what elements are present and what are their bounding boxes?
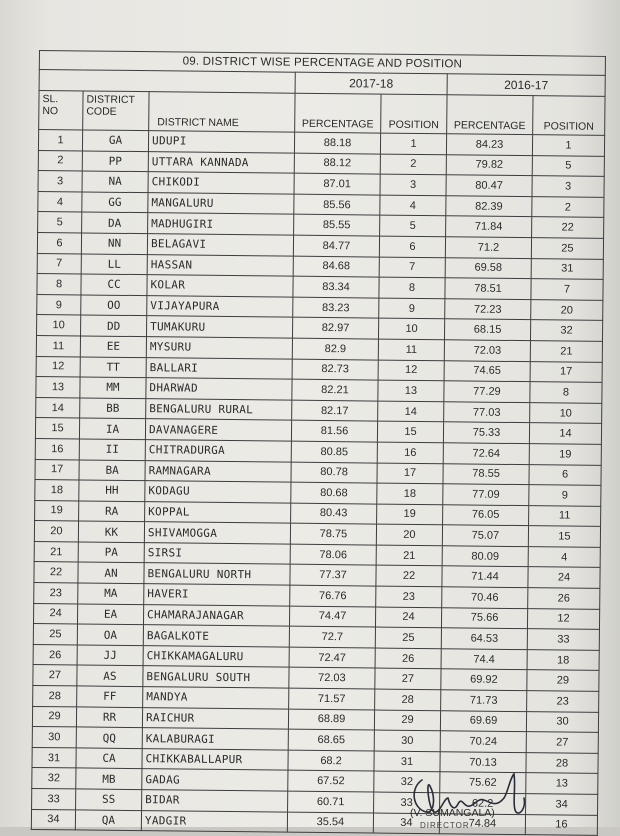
- district-code-cell: OO: [81, 295, 147, 316]
- percentage-2017-18-cell: 68.65: [288, 729, 374, 750]
- percentage-2016-17-header: PERCENTAGE: [447, 95, 533, 135]
- position-2016-17-cell: 16: [525, 814, 597, 835]
- position-2016-17-cell: 13: [526, 773, 598, 794]
- district-name-header: DISTRICT NAME: [149, 92, 295, 133]
- percentage-2016-17-cell: 69.69: [440, 710, 526, 731]
- position-2017-18-cell: 13: [378, 380, 444, 401]
- position-2017-18-cell: 29: [374, 710, 440, 731]
- district-code-cell: NN: [81, 233, 147, 254]
- sl-no-cell: 21: [34, 541, 78, 562]
- district-name-cell: CHAMARAJANAGAR: [143, 604, 289, 626]
- position-2017-18-cell: 26: [375, 648, 441, 669]
- position-2017-18-cell: 20: [376, 524, 442, 545]
- signatory-name: (V. SUMANGALA): [410, 807, 495, 819]
- percentage-2016-17-cell: 77.03: [444, 401, 530, 422]
- sl-no-cell: 19: [35, 500, 79, 521]
- percentage-2017-18-cell: 82.17: [292, 400, 378, 421]
- district-results-table: [31, 50, 606, 836]
- year-2016-17-header: 2016-17: [447, 74, 605, 97]
- position-2017-18-cell: 25: [375, 627, 441, 648]
- sl-no-cell: 9: [37, 294, 81, 315]
- sl-no-cell: 4: [38, 191, 82, 212]
- position-2017-18-cell: 7: [379, 257, 445, 278]
- district-code-cell: OA: [77, 624, 143, 645]
- sl-no-cell: 13: [36, 377, 80, 398]
- percentage-2017-18-cell: 74.47: [289, 606, 375, 627]
- percentage-2016-17-cell: 78.55: [443, 463, 529, 484]
- sl-no-cell: 12: [36, 356, 80, 377]
- percentage-2016-17-cell: 75.07: [442, 525, 528, 546]
- district-code-cell: HH: [79, 480, 145, 501]
- district-name-cell: HASSAN: [147, 254, 293, 276]
- percentage-2016-17-cell: 80.47: [446, 175, 532, 196]
- district-code-cell: QQ: [76, 727, 142, 748]
- percentage-2016-17-cell: 82.39: [446, 196, 532, 217]
- position-2016-17-cell: 28: [526, 752, 598, 773]
- sl-no-cell: 20: [34, 521, 78, 542]
- position-2016-17-cell: 7: [531, 279, 603, 300]
- district-name-cell: RAICHUR: [142, 707, 288, 729]
- district-code-cell: II: [79, 439, 145, 460]
- position-2016-17-cell: 25: [531, 238, 603, 259]
- percentage-2016-17-cell: 72.23: [445, 299, 531, 320]
- percentage-2016-17-cell: 75.66: [441, 607, 527, 628]
- position-2016-17-cell: 9: [529, 485, 601, 506]
- percentage-2017-18-header: PERCENTAGE: [295, 93, 381, 133]
- percentage-2017-18-cell: 88.12: [294, 153, 380, 174]
- percentage-2016-17-cell: 68.15: [444, 319, 530, 340]
- percentage-2016-17-cell: 79.82: [446, 154, 532, 175]
- percentage-2016-17-cell: 72.64: [443, 443, 529, 464]
- position-2017-18-cell: 8: [379, 277, 445, 298]
- district-name-cell: DAVANAGERE: [145, 419, 291, 441]
- sl-no-cell: 24: [33, 603, 77, 624]
- percentage-2017-18-cell: 84.68: [293, 256, 379, 277]
- position-2017-18-cell: 28: [375, 689, 441, 710]
- year-spacer: [39, 70, 295, 94]
- district-name-cell: BALLARI: [146, 357, 292, 379]
- district-name-cell: YADGIR: [141, 810, 287, 832]
- sl-no-cell: 16: [35, 438, 79, 459]
- district-code-cell: IA: [79, 418, 145, 439]
- district-code-cell: CA: [76, 748, 142, 769]
- position-2016-17-cell: 33: [527, 629, 599, 650]
- position-2016-17-cell: 18: [527, 649, 599, 670]
- percentage-2017-18-cell: 82.9: [292, 338, 378, 359]
- district-name-cell: MANDYA: [143, 687, 289, 709]
- district-name-cell: CHIKODI: [148, 172, 294, 194]
- district-code-cell: DA: [82, 212, 148, 233]
- position-2016-17-cell: 4: [528, 547, 600, 568]
- percentage-2017-18-cell: 85.55: [294, 215, 380, 236]
- position-2016-17-cell: 12: [527, 608, 599, 629]
- percentage-2017-18-cell: 82.73: [292, 359, 378, 380]
- position-2017-18-header: POSITION: [381, 94, 447, 134]
- percentage-2017-18-cell: 67.52: [288, 771, 374, 792]
- position-2016-17-cell: 34: [526, 794, 598, 815]
- sl-no-cell: 1: [38, 130, 82, 151]
- position-2016-17-cell: 30: [526, 711, 598, 732]
- sl-no-cell: 15: [35, 418, 79, 439]
- percentage-2017-18-cell: 72.47: [289, 647, 375, 668]
- position-2016-17-cell: 17: [530, 361, 602, 382]
- percentage-2017-18-cell: 72.03: [289, 668, 375, 689]
- percentage-2016-17-cell: 71.44: [442, 566, 528, 587]
- position-2017-18-cell: 11: [378, 339, 444, 360]
- percentage-2017-18-cell: 88.18: [294, 132, 380, 153]
- position-2016-17-cell: 15: [528, 526, 600, 547]
- sl-no-cell: 34: [31, 809, 75, 830]
- district-code-cell: FF: [77, 686, 143, 707]
- district-code-cell: DD: [81, 315, 147, 336]
- percentage-2017-18-cell: 80.85: [291, 441, 377, 462]
- percentage-2017-18-cell: 82.97: [292, 318, 378, 339]
- percentage-2016-17-cell: 71.84: [446, 216, 532, 237]
- position-2017-18-cell: 32: [374, 771, 440, 792]
- district-code-cell: SS: [76, 789, 142, 810]
- position-2017-18-cell: 6: [379, 236, 445, 257]
- position-2016-17-cell: 21: [530, 341, 602, 362]
- district-name-cell: DHARWAD: [146, 378, 292, 400]
- signatory-designation: DIRECTOR: [420, 821, 470, 830]
- position-2016-17-cell: 27: [526, 732, 598, 753]
- district-code-cell: RA: [79, 501, 145, 522]
- district-code-cell: PA: [78, 542, 144, 563]
- position-2017-18-cell: 27: [375, 668, 441, 689]
- percentage-2016-17-cell: 74.65: [444, 360, 530, 381]
- position-2017-18-cell: 24: [375, 607, 441, 628]
- position-2017-18-cell: 23: [376, 586, 442, 607]
- district-name-cell: SIRSI: [144, 543, 290, 565]
- percentage-2016-17-cell: 71.2: [445, 237, 531, 258]
- percentage-2016-17-cell: 76.05: [443, 504, 529, 525]
- percentage-2016-17-cell: 78.51: [445, 278, 531, 299]
- percentage-2017-18-cell: 82.21: [292, 379, 378, 400]
- percentage-2016-17-cell: 64.53: [441, 628, 527, 649]
- district-name-cell: KALABURAGI: [142, 728, 288, 750]
- district-code-cell: AN: [78, 562, 144, 583]
- position-2016-17-cell: 5: [532, 155, 604, 176]
- percentage-2016-17-cell: 75.62: [440, 772, 526, 793]
- percentage-2016-17-cell: 74.4: [441, 649, 527, 670]
- district-name-cell: TUMAKURU: [147, 316, 293, 338]
- position-2017-18-cell: 19: [377, 504, 443, 525]
- district-code-cell: GA: [82, 130, 148, 151]
- sl-no-cell: 7: [37, 253, 81, 274]
- position-2017-18-cell: 15: [377, 421, 443, 442]
- percentage-2016-17-cell: 74.84: [439, 813, 525, 834]
- percentage-2016-17-cell: 71.73: [441, 690, 527, 711]
- sl-no-cell: 3: [38, 171, 82, 192]
- percentage-2016-17-cell: 77.29: [444, 381, 530, 402]
- position-2017-18-cell: 21: [376, 545, 442, 566]
- district-name-cell: KODAGU: [145, 481, 291, 503]
- position-2016-17-cell: 20: [531, 299, 603, 320]
- position-2017-18-cell: 17: [377, 463, 443, 484]
- sl-no-cell: 32: [32, 768, 76, 789]
- percentage-2016-17-cell: 62.2: [440, 793, 526, 814]
- district-code-cell: CC: [81, 274, 147, 295]
- position-2016-17-cell: 3: [532, 176, 604, 197]
- percentage-2017-18-cell: 83.23: [293, 297, 379, 318]
- district-code-cell: MA: [78, 583, 144, 604]
- district-name-cell: BENGALURU RURAL: [146, 398, 292, 420]
- sl-no-cell: 18: [35, 480, 79, 501]
- district-name-cell: RAMNAGARA: [145, 460, 291, 482]
- position-2016-17-cell: 1: [532, 135, 604, 156]
- district-code-cell: EE: [80, 336, 146, 357]
- district-code-cell: QA: [75, 810, 141, 831]
- position-2016-17-cell: 14: [529, 423, 601, 444]
- percentage-2016-17-cell: 80.09: [442, 546, 528, 567]
- position-2017-18-cell: 33: [374, 792, 440, 813]
- position-2017-18-cell: 34: [373, 813, 439, 834]
- district-name-cell: UTTARA KANNADA: [148, 151, 294, 173]
- percentage-2016-17-cell: 72.03: [444, 340, 530, 361]
- position-2017-18-cell: 31: [374, 751, 440, 772]
- percentage-2016-17-cell: 70.24: [440, 731, 526, 752]
- district-name-cell: VIJAYAPURA: [147, 295, 293, 317]
- position-2017-18-cell: 16: [377, 442, 443, 463]
- sl-no-cell: 25: [33, 624, 77, 645]
- percentage-2017-18-cell: 35.54: [287, 812, 373, 833]
- position-2017-18-cell: 3: [380, 174, 446, 195]
- sl-no-cell: 11: [36, 335, 80, 356]
- position-2016-17-cell: 29: [527, 670, 599, 691]
- district-code-cell: NA: [82, 171, 148, 192]
- sl-no-cell: 28: [33, 686, 77, 707]
- position-2017-18-cell: 4: [380, 195, 446, 216]
- district-name-cell: BAGALKOTE: [143, 625, 289, 647]
- district-code-header: DISTRICT CODE: [83, 91, 149, 131]
- district-code-cell: LL: [81, 254, 147, 275]
- percentage-2016-17-cell: 84.23: [446, 134, 532, 155]
- position-2017-18-cell: 2: [380, 154, 446, 175]
- sl-no-cell: 26: [33, 644, 77, 665]
- table-title: 09. DISTRICT WISE PERCENTAGE AND POSITION: [39, 51, 605, 76]
- position-2017-18-cell: 14: [378, 401, 444, 422]
- district-code-cell: KK: [78, 521, 144, 542]
- percentage-2016-17-cell: 69.58: [445, 257, 531, 278]
- sl-no-cell: 6: [37, 232, 81, 253]
- district-name-cell: CHIKKABALLAPUR: [142, 748, 288, 770]
- district-code-cell: EA: [77, 604, 143, 625]
- position-2017-18-cell: 1: [380, 133, 446, 154]
- district-code-cell: MM: [80, 377, 146, 398]
- percentage-2016-17-cell: 70.46: [442, 587, 528, 608]
- position-2016-17-cell: 2: [532, 196, 604, 217]
- position-2016-17-cell: 24: [528, 567, 600, 588]
- percentage-2016-17-cell: 70.13: [440, 752, 526, 773]
- percentage-2017-18-cell: 68.2: [288, 750, 374, 771]
- percentage-2017-18-cell: 84.77: [293, 235, 379, 256]
- sl-no-cell: 14: [36, 397, 80, 418]
- sl-no-header: SL. NO: [39, 91, 83, 130]
- district-code-cell: JJ: [77, 645, 143, 666]
- year-2017-18-header: 2017-18: [295, 72, 447, 95]
- percentage-2017-18-cell: 83.34: [293, 276, 379, 297]
- district-name-cell: GADAG: [142, 769, 288, 791]
- district-name-cell: HAVERI: [144, 584, 290, 606]
- percentage-2017-18-cell: 80.68: [291, 482, 377, 503]
- district-code-cell: BB: [80, 398, 146, 419]
- percentage-2017-18-cell: 78.75: [290, 523, 376, 544]
- position-2017-18-cell: 5: [380, 215, 446, 236]
- percentage-2017-18-cell: 77.37: [290, 565, 376, 586]
- district-name-cell: BENGALURU NORTH: [144, 563, 290, 585]
- sl-no-cell: 5: [38, 212, 82, 233]
- district-code-cell: BA: [79, 459, 145, 480]
- position-2016-17-header: POSITION: [533, 96, 605, 136]
- position-2017-18-cell: 22: [376, 566, 442, 587]
- percentage-2017-18-cell: 81.56: [291, 420, 377, 441]
- district-code-cell: AS: [77, 665, 143, 686]
- district-name-cell: UDUPI: [148, 131, 294, 153]
- sl-no-cell: 23: [34, 583, 78, 604]
- sl-no-cell: 27: [33, 665, 77, 686]
- position-2016-17-cell: 19: [529, 444, 601, 465]
- percentage-2017-18-cell: 78.06: [290, 544, 376, 565]
- district-name-cell: KOPPAL: [145, 501, 291, 523]
- percentage-2017-18-cell: 60.71: [288, 791, 374, 812]
- percentage-2017-18-cell: 80.43: [291, 503, 377, 524]
- district-code-cell: TT: [80, 356, 146, 377]
- district-name-cell: BELAGAVI: [147, 234, 293, 256]
- district-name-cell: MADHUGIRI: [148, 213, 294, 235]
- district-name-cell: KOLAR: [147, 275, 293, 297]
- percentage-2017-18-cell: 71.57: [289, 688, 375, 709]
- district-name-cell: BENGALURU SOUTH: [143, 666, 289, 688]
- position-2016-17-cell: 10: [530, 402, 602, 423]
- percentage-2016-17-cell: 77.09: [443, 484, 529, 505]
- position-2016-17-cell: 32: [530, 320, 602, 341]
- position-2017-18-cell: 12: [378, 360, 444, 381]
- position-2017-18-cell: 18: [377, 483, 443, 504]
- district-name-cell: CHITRADURGA: [145, 440, 291, 462]
- sl-no-cell: 2: [38, 150, 82, 171]
- district-name-cell: BIDAR: [142, 790, 288, 812]
- position-2017-18-cell: 9: [379, 298, 445, 319]
- district-name-cell: MYSURU: [146, 337, 292, 359]
- position-2017-18-cell: 30: [374, 730, 440, 751]
- table-body: [31, 130, 604, 836]
- sl-no-cell: 29: [32, 706, 76, 727]
- position-2016-17-cell: 23: [527, 691, 599, 712]
- position-2016-17-cell: 31: [531, 258, 603, 279]
- district-name-cell: SHIVAMOGGA: [144, 522, 290, 544]
- district-code-cell: PP: [82, 151, 148, 172]
- district-name-cell: MANGALURU: [148, 192, 294, 214]
- position-2016-17-cell: 26: [528, 588, 600, 609]
- district-name-cell: CHIKKAMAGALURU: [143, 645, 289, 667]
- position-2017-18-cell: 10: [378, 318, 444, 339]
- sl-no-cell: 30: [32, 727, 76, 748]
- sl-no-cell: 8: [37, 274, 81, 295]
- position-2016-17-cell: 22: [532, 217, 604, 238]
- position-2016-17-cell: 11: [529, 505, 601, 526]
- sl-no-cell: 31: [32, 747, 76, 768]
- district-code-cell: RR: [76, 707, 142, 728]
- sl-no-cell: 22: [34, 562, 78, 583]
- percentage-2016-17-cell: 69.92: [441, 669, 527, 690]
- percentage-2017-18-cell: 80.78: [291, 462, 377, 483]
- percentage-2016-17-cell: 75.33: [443, 422, 529, 443]
- district-code-cell: MB: [76, 768, 142, 789]
- sl-no-cell: 10: [37, 315, 81, 336]
- percentage-2017-18-cell: 87.01: [294, 173, 380, 194]
- percentage-2017-18-cell: 85.56: [294, 194, 380, 215]
- percentage-2017-18-cell: 68.89: [288, 709, 374, 730]
- sl-no-cell: 33: [32, 788, 76, 809]
- sl-no-cell: 17: [35, 459, 79, 480]
- percentage-2017-18-cell: 72.7: [289, 626, 375, 647]
- position-2016-17-cell: 6: [529, 464, 601, 485]
- percentage-2017-18-cell: 76.76: [290, 585, 376, 606]
- position-2016-17-cell: 8: [530, 382, 602, 403]
- district-code-cell: GG: [82, 192, 148, 213]
